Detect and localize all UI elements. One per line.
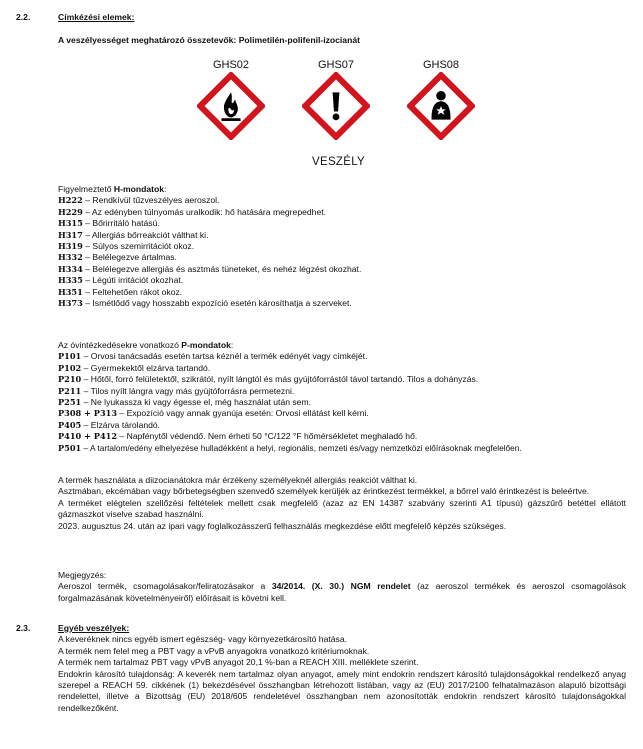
- endocrine-paragraph: Endokrin károsító tulajdonság: A keverék nem tartalmaz olyan anyagot, amely mint endokrin rendszert károsító tulajdonságokkal rendelkező anyag szerepel a REACH 59. cikkének (1) bekezdésével összhangban létrehozott listában, vagy az (EU) 2017/2100 felhatalmazáson alapuló bizottsági rendelettel, illetve a Bizottság (EU) 2018/605 rendeletével összhangban nem azonosították endokrin rendszert károsító tulajdonságokkal rendelkezőként.: [58, 668, 626, 713]
- p-statement: P210 – Hőtől, forró felületektől, szikrától, nyílt lángtól és más gyújtóforrástól távol tartandó. Tilos a dohányzás.: [58, 374, 479, 385]
- section-title-2-3: Egyéb veszélyek:: [58, 623, 130, 633]
- p-statement: P501 – A tartalom/edény elhelyezése hulladékként a helyi, regionális, nemzeti és/vagy nemzetközi előírásoknak megfelelően.: [58, 442, 522, 453]
- h-statements-block: [58, 184, 626, 309]
- p-statement: P211 – Tilos nyílt lángra vagy más gyújtóforrásra permetezni.: [58, 385, 295, 396]
- remark-label: Megjegyzés:: [58, 570, 107, 580]
- exclamation-icon: [302, 72, 370, 140]
- h-intro: Figyelmeztető H-mondatok:: [58, 184, 167, 194]
- note-paragraph: A termék használata a diizocianátokra már érzékeny személyeknél allergiás reakciót válthat ki.: [58, 475, 418, 485]
- other-hazard-line: A termék nem tartalmaz PBT vagy vPvB anyagot 20,1 %-ban a REACH XIII. melléklete szerint.: [58, 657, 419, 668]
- h-statement: H315 – Bőrirritáló hatású.: [58, 218, 160, 229]
- signal-word: VESZÉLY: [312, 156, 366, 168]
- p-statement: P405 – Elzárva tárolandó.: [58, 419, 161, 430]
- h-statement: H335 – Légúti irritációt okozhat.: [58, 275, 184, 286]
- remark-text: Aeroszol termék, csomagolásakor/feliratozásakor a 34/2014. (X. 30.) NGM rendelet (az aeroszol termékek és aeroszol csomagolások forgalmazásának követelményeiről) előírásait is követni kell.: [58, 581, 627, 603]
- h-statement: H334 – Belélegezve allergiás és asztmás tüneteket, és nehéz légzést okozhat.: [58, 263, 362, 274]
- pictogram-ghs08: [405, 60, 477, 144]
- p-statements-block: [58, 340, 626, 454]
- other-hazard-line: A keveréknek nincs egyéb ismert egészség- vagy környezetkárosító hatása.: [58, 634, 347, 645]
- note-paragraph: Asztmában, ekcémában vagy bőrbetegségben szenvedő személyek kerüljék az érintkezést termékkel, a bőrrel való érintkezést is beleértve.: [58, 486, 590, 497]
- pictogram-ghs02: [195, 60, 267, 144]
- note-paragraph: 2023. augusztus 24. után az ipari vagy foglalkozásszerű felhasználás megkezdése előtt megfelelő képzés szükséges.: [58, 520, 507, 531]
- other-hazard-line: A termék nem felel meg a PBT vagy a vPvB anyagokra vonatkozó kritériumoknak.: [58, 645, 370, 656]
- section-number-2-3: 2.3.: [16, 623, 31, 633]
- h-statement: H222 – Rendkívül tűzveszélyes aeroszol.: [58, 195, 220, 206]
- h-statement: H373 – Ismétlődő vagy hosszabb expozíció esetén károsíthatja a szerveket.: [58, 298, 352, 309]
- p-statement: P308 + P313 – Expozíció vagy annak gyanúja esetén: Orvosi ellátást kell kérni.: [58, 408, 369, 419]
- h-statement: H229 – Az edényben túlnyomás uralkodik: hő hatására megrepedhet.: [58, 206, 326, 217]
- p-intro: Az óvintézkedésekre vonatkozó P-mondatok:: [58, 340, 234, 350]
- h-statement: H351 – Feltehetően rákot okoz.: [58, 286, 183, 297]
- p-statement: P101 – Orvosi tanácsadás esetén tartsa kéznél a termék edényét vagy címkéjét.: [58, 351, 368, 362]
- note-paragraph: A terméket elégtelen szellőzési feltételek mellett csak megfelelő (azaz az EN 14387 szabvány szerinti A1 típusú) gázszűrő betéttel ellátott gázmaszkot viselve szabad használni.: [58, 497, 626, 520]
- pictogram-code: GHS07: [317, 59, 355, 71]
- pictogram-ghs07: [300, 60, 372, 144]
- remark-block: [58, 570, 626, 604]
- pictogram-code: GHS08: [422, 59, 460, 71]
- hazard-components: A veszélyességet meghatározó összetevők: Polimetilén-polifenil-izocianát: [58, 35, 360, 45]
- h-statement: H332 – Belélegezve ártalmas.: [58, 252, 177, 263]
- p-statement: P410 + P412 – Napfénytől védendő. Nem érheti 50 °C/122 °F hőmérsékletet meghaladó hő.: [58, 431, 418, 442]
- section-2-3-block: [58, 623, 626, 714]
- section-number-2-2: 2.2.: [16, 12, 31, 22]
- flame-icon: [197, 72, 265, 140]
- notes-block: [58, 475, 626, 532]
- pictogram-code: GHS02: [212, 59, 250, 71]
- p-statement: P102 – Gyermekektől elzárva tartandó.: [58, 362, 211, 373]
- p-statement: P251 – Ne lyukassza ki vagy égesse el, még használat után sem.: [58, 397, 312, 408]
- h-statement: H319 – Súlyos szemirritációt okoz.: [58, 241, 195, 252]
- section-title-2-2: Címkézési elemek:: [58, 12, 135, 22]
- h-statement: H317 – Allergiás bőrreakciót válthat ki.: [58, 229, 209, 240]
- health-hazard-icon: [407, 72, 475, 140]
